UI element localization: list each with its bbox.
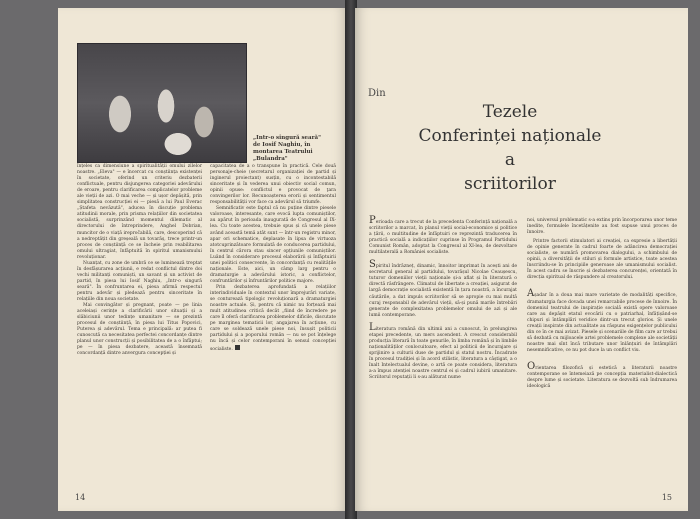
paragraph: Literatura română din ultimii ani a cunoscut, în prelungirea etapei precedente, un mers ascendent. A crescut considerabil producția literară în toate genurile, în limba română și în limbile naționalităților conlocuitoare, efect al politicii de încurajare și sprijinire a culturii duse de partidul și statul nostru. Încadrate în procesul tradiției și în acord stilistic, literatura a câștigat, a o înalt Intelectualul devine, o artă ce poate considera, literatura a-a împus atenției noastre centrul ei și cadrul iubirii umanitare. Scriitorul reputații li s-au alăturat nume <box>369 321 517 381</box>
paragraph: Perioada care a trecut de la precedenta Conferință națională a scriitorilor a marcat, în planul vieții social-economice și politice a țării, o multitudine de înfăptuiri ce reprezintă traducerea în practică socială a indicațiilor cuprinse în Programul Partidului Comunist Român, adoptat la Congresul al XI-lea, de dezvoltare multilaterală a României socialiste. <box>369 215 517 256</box>
paragraph: Nuanțat, cu zone de umbră ce se luminează treptat în desfășurarea acțiunii, e redat conflictul dintre doi vechi militanți comuniști, un savant și un activist de partid, în piesa lui Iosif Naghiu, „Intr-o singură seară". În confruntarea ei, piesa afirmă respectul pentru adevăr și pledează pentru sinceritate în relațiile din noua societate. <box>77 260 202 303</box>
paragraph: înțeles ca dimensiune a spiritualității omului zilelor noastre. „Eleva" — e încercat cu conștiința existenței în societate, oferind un criteriu dezbaterii conflictuale, pentru disjungerea categoriei adevărului de eroare, pentru clarificarea complicatelor probleme ale vieții de azi. O mai veche — și ușor depășită, prin simplitatea construcției ei — piesă a lui Paul Everac „Ștafeta nevăzută", aducea în discuție problema atitudinii morale, prin prisma relațiilor din societatea socialistă, surprinzând momentul dilematic al directorului de întreprindere, Anghel Dobrian, muncitor de o viață irepročabilă, care, descoperind că a nedreptățit din greșeală un tovarăș, trece printr-un proces de conștiință ce se încheie prin reabilitarea omului ultragiat, înfăptuită în spiritul umanismului revoluționar. <box>77 164 202 260</box>
title-line: scriitorilor <box>464 174 556 194</box>
paragraph: Printre factorii stimulatori ai creației, ca expresie a libertății de opinie generate în cadrul foarte de adâncirea democrației socialiste, se numără promovarea dialogului, a schimbului de opinii, a diversității de stiluri și formule artistice, toate acestea înscriindu-se în principiile generoase ale umanismului socialist. În acest cadru se înscrie și dezbaterea concurenței, orientată în direcția spiritual de răspundere al creatorului. <box>527 239 677 281</box>
right-column-2 <box>527 218 677 390</box>
title-line: Tezele <box>482 102 538 122</box>
paragraph: capacitatea de a o transpune în practică. Cele două personaje-cheie (secretarul organizației de partid și inginerul proiectant) susțin, cu o incontestabilă sinceritate și în vederea unui obiectiv social comun, opinii opuse: conflictul e provocat de ţara convingerilor lor. Recunoașterea erorii și sentimentul responsabilității vor face ca adevărul să triumfe. <box>210 164 336 206</box>
page-number: 15 <box>661 493 672 502</box>
paragraph: Mai convingător și pregnant, poate — pe linia aceleiași cerințe a clarificării unor situații și a slăbiciunii unor tedințe umanitare — se prezintă procesul de conștiință, în piesa lui Titus Popovici, Puterea și adevărul. Tema e principală: ar putea fi cunoscută ca necesitatea perfectei concordanțe dintre planul unor construcții și posibilitatea de a o înfăptui; pe — în piesa dezbatere, această însemnată concordanță dintre anvergura concepției și <box>77 303 202 357</box>
left-column-2 <box>210 164 336 353</box>
paragraph-text: Prin dezbaterea aprofundată a relațiilor interindividuale în contextul unor împrejurări variate, se conturează tipologic revoluționară a dramaturgiei noastre actuale. Și, pentru că nimic nu forțează mai mult atitudinea critică decât „fiind de încredere pe care îl oferă clarificarea problemelor dificile, discutate pe marginea tematicii lor, angajarea în acțiune, cu care se soldează unele piese noi, însușit politicii partidului și a poporului român — nu se pot înțelege nu încă și celor contemporani în sensul concepției socialiste. <box>210 284 336 353</box>
title-line: a <box>504 150 516 170</box>
right-column-1 <box>369 215 517 381</box>
paragraph: noi, universul problematic s-a extins prin încorporarea unor teme inedite, formulele încetățenite au fost supuse unui proces de înnoire. <box>527 218 677 236</box>
page-number: 14 <box>75 493 86 502</box>
paragraph: Orientarea filozofică și estetică a literaturii noastre contemporane se întemeiază pe concepția materialist-dialectică despre lume și societate. Literatura se dezvoltă sub îndrumarea ideologică <box>527 360 677 390</box>
left-column-1 <box>77 164 202 358</box>
left-page <box>58 8 347 511</box>
paragraph: Semnificativ este faptul că nu puține dintre piesele valoroase, interesante, care evocă lupta comuniștilor, au apărut în perioada inaugurată de Congresul al IX-lea. Cu toate acestea, trebuie spus și că unele piese având această temă atât sunt — într-un registru minor, apar ori schematice, deplasate în lipsa de virtuoza atotcuprinzătoare formulată de conducerea partidului, în centrul cărora stau sincer opțiunile comuniștilor. Luând în considerare procesul elaborării și înfăptuirii unei politici consecvente, în concordanță cu realitățile naționale. Este, aici, un câmp larg pentru o dramaturgie a adevărului istoric, a conflictelor, confruntărilor și înfruntărilor politice majore. <box>210 206 336 284</box>
paragraph: Spiritul îndrăzneț, dinamic, înnoitor imprimat în acești ani de secretarul general al partidului, tovarășul Nicolae Ceaușescu, tuturor domeniilor vieții naționale și-a aflat și în literatură o directă răsfrângere. Climatul de libertate a creației, asigurat de largă democrație socialistă existentă în țara noastră, a încurajat căutările, a dat impuls scriitorilor să se apropie cu mai multă curaj responsabil de adevărul vieții, să-și pună marile întrebări generate de complexitatea problemelor omului de azi și ale lumii contemporane. <box>369 259 517 318</box>
paragraph <box>210 285 336 354</box>
photo-caption: „Intr-o singură seară" de Iosif Naghiu, în montarea Teatrului „Bulandra" <box>253 135 321 162</box>
theatre-photo <box>77 43 247 163</box>
title-line: Conferinței naționale <box>418 126 602 146</box>
din-label: Din <box>368 88 386 99</box>
right-page <box>355 8 688 511</box>
article-title <box>375 100 645 196</box>
end-mark-icon <box>235 345 240 350</box>
paragraph: Așadar în a doua mai mare varietate de modalități specifice, dramaturgia face dovada unei remarcabile procese de înnoire. În domeniul teatrului de inspirație socială există opere valoroase care au depășit etatul evocării cu o patriarhal, înfățișând-se chipuri și întâmplări veridice dintr-un trecut glorios. Și unele creații inspirate din actualitate au răspuns exigențelor publicului din ce în ce mai avizat. Piesele și scenariile de film care ar trebui să dezbată cu mijloacele artei problemele complexe ale societății noastre mai sînt încă tributare unor înlănțuiri de întâmplări nesemnificative, ce nu pot duce la un conflict viu. <box>527 288 677 353</box>
